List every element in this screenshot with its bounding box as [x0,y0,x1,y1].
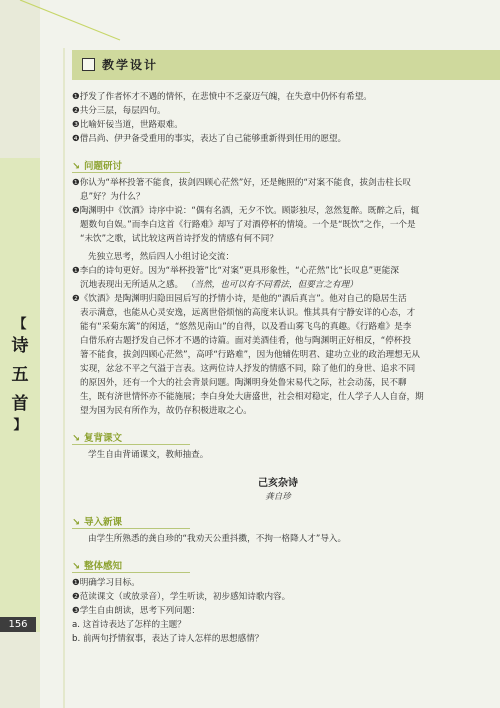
overall-line-1: ❶明确学习目标。 [72,578,140,588]
research-line-10: 表示满意，也能从心灵安逸，远离世俗烦恼的高度来认识。惟其具有宁静安详的心态，才 [80,308,416,318]
research-line-12: 白借乐府古题抒发自己怀才不遇的诗篇。面对美酒佳肴，他与陶渊明正好相反，“停杯投 [80,336,412,346]
research-line-9: ❷《饮酒》是陶渊明归隐田园后写的抒情小诗，是他的“酒后真言”。他对自己的隐居生活 [72,294,407,304]
section-header-bar [72,50,500,80]
research-line-4: 题数句自娱。”而李白这首《行路难》却写了对酒停杯的情境。一个是“既饮”之作，一个是 [80,220,416,230]
poem-title: 己亥杂诗 [258,478,298,489]
section-heading-research: ↘ 问题研讨 [72,161,122,172]
side-char-2: 五 [11,365,29,385]
side-char-1: 诗 [11,336,29,356]
intro-line-4: ❹借吕尚、伊尹备受重用的事实，表达了自己能够重新得到任用的愿望。 [72,134,347,144]
research-line-14: 实现，忿忿不平之气溢于言表。这两位诗人抒发的情感不同，除了他们的身世、追求不同 [80,364,416,374]
section-underline [72,528,190,529]
side-char-3: 首 [11,394,29,414]
section-heading-overall: ↘ 整体感知 [72,561,122,572]
section-underline [72,172,190,173]
research-line-5: “未饮”之歌，试比较这两首诗抒发的情感有何不同？ [80,234,278,244]
research-line-11: 能有“采菊东篱”的闲适，“悠然见南山”的自得，以及看山雾飞鸟的真趣。《行路难》是李 [80,322,412,332]
intro-new-lesson-line: 由学生所熟悉的龚自珍的“我劝天公重抖擞，不拘一格降人才”导入。 [88,534,347,544]
intro-line-3: ❸比喻奸佞当道，世路艰难。 [72,120,183,130]
section-heading-intro: ↘ 导入新课 [72,517,122,528]
poem-author: 龚自珍 [265,492,291,502]
research-line-16: 生，既有济世情怀亦不能施展；李白身处大唐盛世，社会相对稳定，仕人学子人人自奋，期 [80,392,424,402]
overall-line-5: b. 前两句抒情叙事，表达了诗人怎样的思想感情？ [72,634,264,644]
overall-line-2: ❷范读课文（或放录音），学生听读，初步感知诗歌内容。 [72,592,291,602]
header-title: 教学设计 [102,58,159,72]
research-note: （当然，也可以有不同看法，但要言之有理） [185,280,358,290]
research-line-15: 的原因外，还有一个大的社会背景问题。陶渊明身处鲁宋易代之际，社会动荡，民不聊 [80,378,407,388]
research-line-17: 望为国为民有所作为，故仍存积极进取之心。 [80,406,252,416]
overall-line-4: a. 这首诗表达了怎样的主题？ [72,620,186,630]
research-line-7: ❶李白的诗句更好。因为“举杯投箸”比“对案”更具形象性，“心茫然”比“长叹息”更能深 [72,266,399,276]
page-number: 156 [0,617,36,632]
section-underline [72,444,190,445]
arrow-icon: ↘ [72,161,80,172]
arrow-icon: ↘ [72,517,80,528]
research-line-3: ❷陶渊明中《饮酒》诗序中说：“偶有名酒，无夕不饮。顾影独尽，忽然复醉。既醉之后，辄 [72,206,420,216]
research-line-1: ❶你认为“举杯投箸不能食，拔剑四顾心茫然”好，还是鲍照的“对案不能食，拔剑击柱长叹 [72,178,412,188]
arrow-icon: ↘ [72,433,80,444]
section-underline [72,572,190,573]
research-line-2: 息”好？为什么？ [80,192,145,202]
arrow-icon: ↘ [72,561,80,572]
recite-line: 学生自由背诵课文，教师抽查。 [88,450,209,460]
section-heading-recite: ↘ 复背课文 [72,433,122,444]
research-line-13: 箸不能食，拔剑四顾心茫然”，高呼“行路难”，因为他辅佐明君、建功立业的政治理想无从 [80,350,420,360]
research-line-8 [72,278,492,292]
checkbox-icon [82,58,95,71]
side-bracket-open: 【 [13,317,27,332]
intro-line-1: ❶抒发了作者怀才不遇的情怀，在悲愤中不乏豪迈气魄，在失意中仍怀有希望。 [72,92,372,102]
research-line-6: 先独立思考，然后四人小组讨论交流： [88,252,235,262]
research-line-8-text: 沉地表现出无所适从之感。 [80,280,184,290]
side-chapter-title [7,318,33,433]
side-bracket-close: 】 [13,418,27,433]
intro-line-2: ❷共分三层，每层四句。 [72,106,166,116]
overall-line-3: ❸学生自由朗读，思考下列问题： [72,606,201,616]
